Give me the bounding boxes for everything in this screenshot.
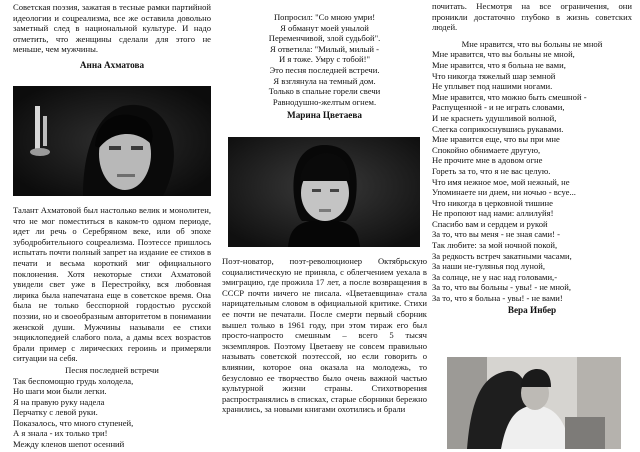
tsvetaeva-photo xyxy=(228,137,420,247)
poem-line: Что имя нежное мое, мой нежный, не xyxy=(432,176,570,187)
inber-portrait-image xyxy=(447,357,621,449)
poem-line: Не пропоют над нами: аллилуйя! xyxy=(432,208,554,219)
poem-line: Что никогда тяжелый шар земной xyxy=(432,70,556,81)
akhmatova-portrait-image xyxy=(13,86,211,196)
akhmatova-poem-continued xyxy=(222,12,427,107)
column-1-lower xyxy=(13,205,211,450)
poem-line: Это песня последней встречи. xyxy=(269,64,380,75)
akhmatova-caption: Анна Ахматова xyxy=(79,59,145,70)
poem-line: Так беспомощно грудь холодела, xyxy=(13,375,134,386)
poem-line: Показалось, что много ступеней, xyxy=(13,417,134,428)
poem-line: Я взглянула на темный дом. xyxy=(273,75,376,86)
intro-paragraph: Советская поэзия, зажатая в тесные рамки партийной идеологии и соцреализма, все же оставила довольно заметный след в национальной культуре. И надо отметить, что женщины сделали для этого не меньше, чем мужчины. xyxy=(13,2,211,55)
column-2 xyxy=(222,12,427,120)
poem-line: За то, что вы больны - увы! - не мной, xyxy=(432,282,571,293)
akhmatova-photo xyxy=(13,86,211,196)
poem-line: Но шаги мои были легки. xyxy=(13,386,107,397)
inber-photo xyxy=(447,357,621,449)
poem-line: Спокойно обнимаете другую, xyxy=(432,144,541,155)
tsvetaeva-poem xyxy=(432,39,632,304)
poem-line: Не уплывет под нашими ногами. xyxy=(432,81,553,92)
poem-line: За наши не-гулянья под луной, xyxy=(432,261,546,272)
poem-line: Я на правую руку надела xyxy=(13,396,105,407)
poem-title-line: Мне нравится, что вы больны не мной xyxy=(461,38,603,49)
poem-line: Так любите: за мой ночной покой, xyxy=(432,240,558,251)
continued-paragraph: почитать. Несмотря на все ограничения, они проникли достаточно глубоко в жизнь советских людей. xyxy=(432,1,632,33)
akhmatova-poem-title: Песня последней встречи xyxy=(65,364,159,375)
poem-line: Между кленов шепот осенний xyxy=(13,439,125,450)
poem-line: Мне нравится, что я больна не вами, xyxy=(432,59,566,70)
poem-line: Переменчивой, злой судьбой". xyxy=(268,33,381,44)
poem-line: Мне нравится, что можно быть смешной - xyxy=(432,91,587,102)
tsvetaeva-portrait-image xyxy=(228,137,420,247)
column-3 xyxy=(432,1,632,315)
poem-line: Мне нравится еще, что вы при мне xyxy=(432,134,560,145)
poem-line: Перчатку с левой руки. xyxy=(13,407,98,418)
poem-line: И не краснеть удушливой волной, xyxy=(432,112,557,123)
tsvetaeva-caption: Марина Цветаева xyxy=(287,110,362,121)
poem-line: Мне нравится, что вы больны не мной, xyxy=(432,49,575,60)
poem-line: Упоминаете ни днем, ни ночью - всуе... xyxy=(432,187,576,198)
poem-line: За то, что я больна - увы! - не вами! xyxy=(432,293,563,304)
poem-line: Я обманут моей унылой xyxy=(280,22,369,33)
poem-line: Равнодушно-желтым огнем. xyxy=(272,96,377,107)
poem-line: А я знала - их только три! xyxy=(13,428,108,439)
akhmatova-bio: Талант Ахматовой был настолько велик и монолитен, что не мог поместиться в каком-то одном периоде, идет ли речь о Серебряном веке, или об эпохе зубодробительного соцреализма. Поэтессе пришлось испытать почти полный запрет на издание ее стихов в печати и весьма короткий миг официального поклонения. Хотя некоторые стихи Ахматовой увидели свет уже в Перестройку, вся любовная лирика была напечатана еще в советское время. Она была не только бесспорной гордостью русской поэзии, но и своеобразным авторитетом в понимании женской души. Мужчины называли ее стихи энциклопедией слабого пола, а дамы всех возрастов брали пример с лирических героинь и примеряли ситуации на себя. xyxy=(13,205,211,364)
tsvetaeva-bio: Поэт-новатор, поэт-революционер Октябрьскую социалистическую не приняла, с облегчением уехала в эмиграцию, где прожила 17 лет, а после возвращения в СССР почти ничего не писала. «Цветаевщина» стала нарицательным словом в официальной критике. Стихи ее почти не печатали. После смерти первый сборник вышел только в 1961 году, при этом тираж его был просто-напросто смешным – всего 5 тысяч экземпляров. Поэтому Цветаеву не совсем правильно называть советской поэтессой, но если говорить о влиянии, которое она оказала на молодежь, то безусловно ее творчество было очень важной частью культурной жизни страны. Стихотворения распространялись в списках, старые сборники бережно хранились, за новыми книгами охотились и брали xyxy=(222,256,427,415)
poem-line: За редкость встреч закатными часами, xyxy=(432,250,572,261)
poem-line: Спасибо вам и сердцем и рукой xyxy=(432,218,548,229)
poem-line: Попросил: "Со мною умри! xyxy=(273,12,376,22)
poem-line: Что никогда в церковной тишине xyxy=(432,197,553,208)
poem-line: Слегка соприкоснувшись рукавами. xyxy=(432,123,564,134)
poem-line: Гореть за то, что я не вас целую. xyxy=(432,165,551,176)
poem-line: И я тоже. Умру с тобой!" xyxy=(278,54,371,65)
poem-line: Только в спальне горели свечи xyxy=(268,86,381,97)
poem-line: За то, что вы меня - не зная сами! - xyxy=(432,229,560,240)
column-1 xyxy=(13,0,211,70)
poem-line: Распущенной - и не играть словами, xyxy=(432,102,565,113)
poem-line: Я ответила: "Милый, милый - xyxy=(269,43,380,54)
column-2-lower xyxy=(222,256,427,415)
poem-line: За солнце, не у нас над головами,- xyxy=(432,271,558,282)
inber-caption: Вера Инбер xyxy=(507,304,557,315)
poem-line: Не прочите мне в адовом огне xyxy=(432,155,543,166)
akhmatova-poem xyxy=(13,376,211,450)
